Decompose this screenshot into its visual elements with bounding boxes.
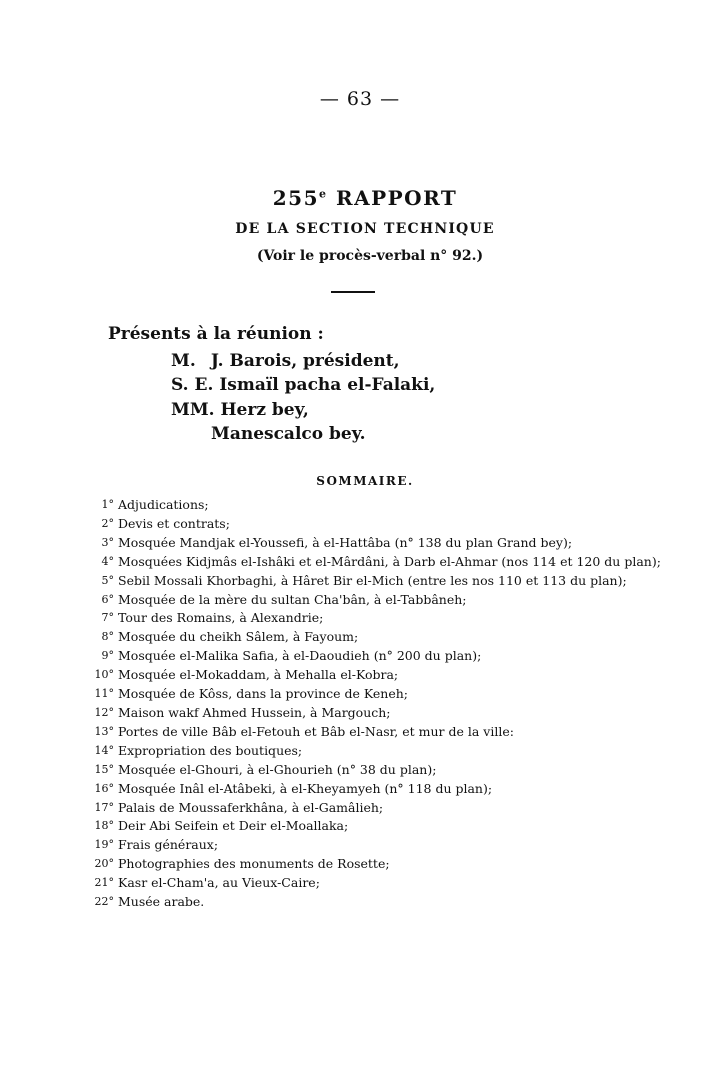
summary-item-number: 6° xyxy=(101,592,114,606)
summary-list xyxy=(82,496,682,912)
summary-item-number: 16° xyxy=(94,781,114,795)
summary-item-text: Devis et contrats; xyxy=(118,515,230,531)
summary-item xyxy=(82,496,682,515)
summary-item xyxy=(82,515,682,534)
summary-item-number: 18° xyxy=(94,819,114,833)
title-divider xyxy=(331,291,375,293)
summary-item xyxy=(82,553,682,572)
summary-item-text: Deir Abi Seifein et Deir el-Moallaka; xyxy=(118,818,349,834)
page-number: — 63 — xyxy=(319,88,401,110)
summary-item xyxy=(82,704,682,723)
summary-item-number: 10° xyxy=(94,668,114,682)
summary-item-number: 17° xyxy=(94,800,114,814)
summary-item-number: 14° xyxy=(94,743,114,757)
report-title-text: RAPPORT xyxy=(327,186,458,210)
attendee-herz-bey xyxy=(171,400,309,420)
summary-item-number: 22° xyxy=(94,895,114,909)
summary-item-text: Musée arabe. xyxy=(118,894,205,910)
summary-item xyxy=(82,723,682,742)
summary-item-number: 15° xyxy=(94,762,114,776)
summary-item-text: Sebil Mossali Khorbaghi, à Hâret Bir el-Mich (entre les nos 110 et 113 du plan); xyxy=(118,572,627,588)
summary-item xyxy=(82,780,682,799)
report-title xyxy=(0,186,720,210)
summary-item-number: 9° xyxy=(101,649,114,663)
summary-item-text: Portes de ville Bâb el-Fetouh et Bâb el-Nasr, et mur de la ville: xyxy=(118,723,514,739)
summary-item-number: 8° xyxy=(101,630,114,644)
summary-item-number: 5° xyxy=(101,573,114,587)
attendee-prefix: MM. xyxy=(171,400,215,420)
summary-item-text: Adjudications; xyxy=(118,497,209,512)
attendees-label: Présents à la réunion : xyxy=(108,324,324,344)
summary-item-text: Mosquée de la mère du sultan Cha'bân, à el-Tabbâneh; xyxy=(118,591,467,607)
attendee-prefix: S. E. xyxy=(171,375,214,395)
summary-item xyxy=(82,609,682,628)
summary-item xyxy=(82,591,682,610)
attendee-name: Manescalco bey. xyxy=(211,424,366,444)
summary-item xyxy=(82,685,682,704)
minutes-reference: (Voir le procès-verbal n° 92.) xyxy=(256,248,484,264)
summary-item-text: Tour des Romains, à Alexandrie; xyxy=(118,610,324,626)
attendee-name: Ismaïl pacha el-Falaki, xyxy=(219,375,436,395)
summary-item-text: Mosquée Mandjak el-Youssefi, à el-Hattâba (n° 138 du plan Grand bey); xyxy=(118,534,573,550)
summary-item xyxy=(82,836,682,855)
summary-item-number: 20° xyxy=(94,857,114,871)
attendee-prefix: M. xyxy=(171,351,196,371)
summary-item xyxy=(82,647,682,666)
summary-item-text: Maison wakf Ahmed Hussein, à Margouch; xyxy=(118,704,391,720)
summary-item xyxy=(82,628,682,647)
summary-item-text: Mosquées Kidjmâs el-Ishâki et el-Mârdâni, à Darb el-Ahmar (nos 114 et 120 du plan); xyxy=(118,553,661,569)
summary-item-text: Mosquée Inâl el-Atâbeki, à el-Kheyamyeh (n° 118 du plan); xyxy=(118,780,493,796)
summary-item-text: Mosquée el-Malika Safia, à el-Daoudieh (n° 200 du plan); xyxy=(118,648,482,664)
summary-item-number: 4° xyxy=(101,554,114,568)
summary-item xyxy=(82,874,682,893)
summary-item-number: 11° xyxy=(94,687,114,701)
summary-item xyxy=(82,666,682,685)
summary-item xyxy=(82,893,682,912)
section-heading: DE LA SECTION TECHNIQUE xyxy=(235,221,495,237)
summary-item-number: 1° xyxy=(101,498,114,511)
summary-item-number: 3° xyxy=(101,535,114,549)
attendee-name: Herz bey, xyxy=(220,400,309,420)
summary-item-number: 2° xyxy=(101,516,114,530)
summary-item xyxy=(82,799,682,818)
attendee-name: J. Barois, président, xyxy=(210,351,400,371)
summary-item-text: Mosquée el-Ghouri, à el-Ghourieh (n° 38 du plan); xyxy=(118,761,437,777)
summary-item-text: Mosquée de Kôss, dans la province de Keneh; xyxy=(118,686,409,702)
summary-item-number: 7° xyxy=(101,611,114,625)
summary-item-text: Palais de Moussaferkhâna, à el-Gamâlieh; xyxy=(118,799,384,815)
report-ordinal-suffix: e xyxy=(318,187,328,201)
summary-heading: SOMMAIRE. xyxy=(316,474,414,488)
report-number: 255 xyxy=(272,186,319,210)
attendee-ismail-pacha xyxy=(171,375,435,395)
summary-item-text: Frais généraux; xyxy=(118,837,219,853)
summary-item-number: 19° xyxy=(94,838,114,852)
attendee-manescalco-bey xyxy=(211,424,366,444)
summary-item-number: 12° xyxy=(94,705,114,719)
summary-item-text: Mosquée el-Mokaddam, à Mehalla el-Kobra; xyxy=(118,667,399,683)
summary-item xyxy=(82,761,682,780)
attendee-president xyxy=(171,351,400,371)
summary-item xyxy=(82,742,682,761)
summary-item-text: Photographies des monuments de Rosette; xyxy=(118,856,390,872)
summary-item-text: Expropriation des boutiques; xyxy=(118,742,303,758)
summary-item xyxy=(82,534,682,553)
summary-item xyxy=(82,817,682,836)
summary-item-number: 13° xyxy=(94,724,114,738)
summary-item-text: Kasr el-Cham'a, au Vieux-Caire; xyxy=(118,875,320,891)
summary-item xyxy=(82,855,682,874)
summary-item-number: 21° xyxy=(94,876,114,890)
summary-item-text: Mosquée du cheikh Sâlem, à Fayoum; xyxy=(118,629,359,645)
summary-item xyxy=(82,572,682,591)
